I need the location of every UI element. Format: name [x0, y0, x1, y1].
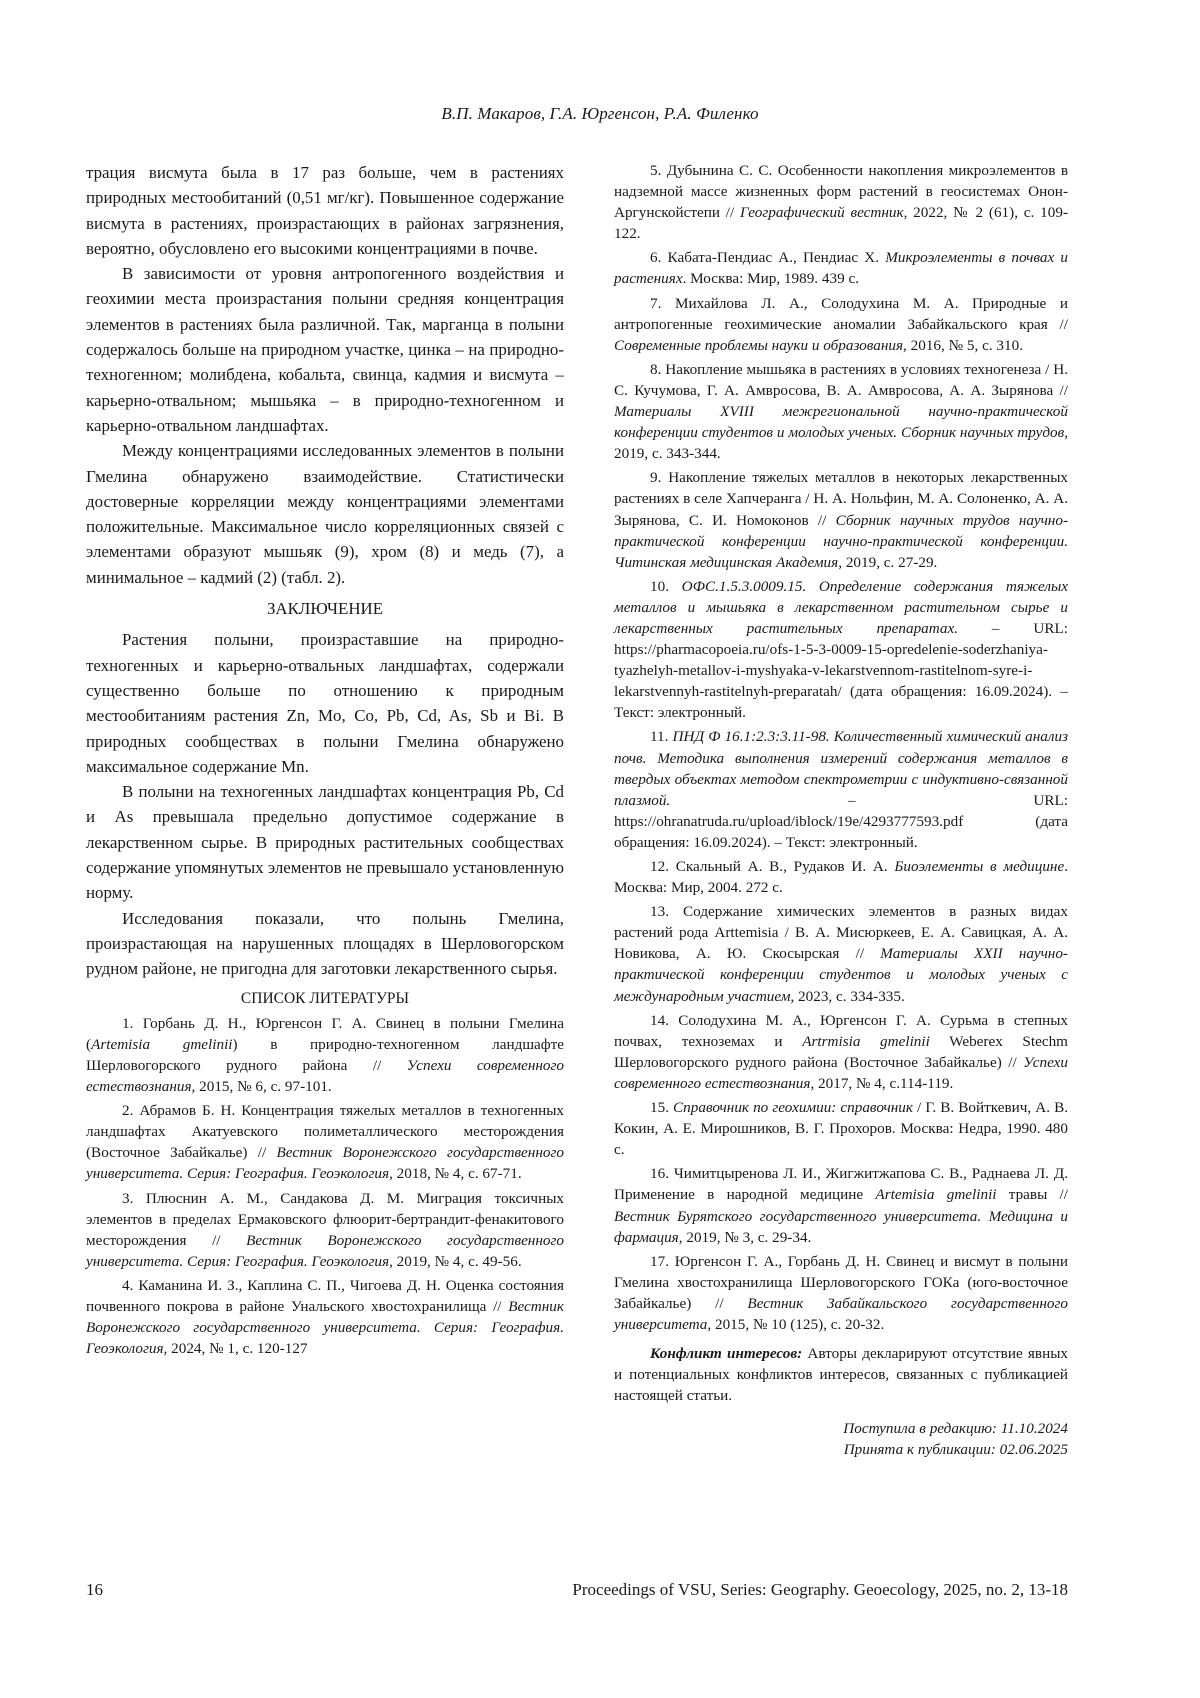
reference-7: 7. Михайлова Л. А., Солодухина М. А. Природные и антропогенные геохимические аномалии Забайкальского края // Современные проблемы науки и образования, 2016, № 5, с. 310. — [614, 294, 1068, 354]
conclusion-heading: ЗАКЛЮЧЕНИЕ — [266, 599, 384, 619]
conclusion-paragraph-1: Растения полыни, произраставшие на природно-техногенных и карьерно-отвальных ландшафтах, содержали существенно больше по отношению к природным местообитаниям растения Zn, Mo, Co, Pb, Cd, As, Sb и Bi. В природных сообществах в полыни Гмелина обнаружено максимальное содержание Mn. — [86, 630, 564, 776]
reference-5: 5. Дубынина С. С. Особенности накопления микроэлементов в надземной массе жизненных форм растений в геосистемах Онон-Аргунскойстепи // Географический вестник, 2022, № 2 (61), с. 109-122. — [614, 162, 1069, 243]
conflict-text: Авторы декларируют отсутствие явных и потенциальных конфликтов интересов, связанных с публикацией настоящей статьи. — [614, 1345, 1068, 1405]
conflict-label: Конфликт интересов: — [650, 1345, 803, 1363]
body-paragraph-3: Между концентрациями исследованных элементов в полыни Гмелина обнаружено взаимодействие. Статистически достоверные корреляции между концентрациями элементами положительные. Максимальное число корреляционных связей с элементами образуют мышьяк (9), хром (8) и медь (7), а минимальное – кадмий (2) (табл. 2). — [86, 441, 564, 587]
reference-9: 9. Накопление тяжелых металлов в некоторых лекарственных растениях в селе Хапчеранга / Н. А. Нольфин, М. А. Солоненко, А. А. Зырянова, С. И. Номоконов // Сборник научных трудов научно-практической конференции научно-практической конференции. Читинская медицинская Академия, 2019, с. 27-29. — [614, 469, 1068, 571]
reference-12: 12. Скальный А. В., Рудаков И. А. Биоэлементы в медицине. Москва: Мир, 2004. 272 с. — [614, 858, 1068, 897]
header-authors: В.П. Макаров, Г.А. Юргенсон, Р.А. Филенко — [441, 104, 759, 123]
right-column — [614, 160, 1068, 1461]
submission-dates — [614, 1418, 1068, 1460]
reference-13: 13. Содержание химических элементов в разных видах растений рода Arttemisia / В. А. Мисюркеев, Е. А. Савицкая, А. А. Новикова, А. Ю. Скосырская // Материалы XXII научно-практической конференции студентов и молодых ученых с международным участием, 2023, с. 334-335. — [614, 903, 1068, 1005]
reference-16: 16. Чимитцыренова Л. И., Жигжитжапова С. В., Раднаева Л. Д. Применение в народной медицине Artemisia gmelinii травы // Вестник Бурятского государственного университета. Медицина и фармация, 2019, № 3, с. 29-34. — [614, 1165, 1068, 1246]
reference-8: 8. Накопление мышьяка в растениях в условиях техногенеза / Н. С. Кучумова, Г. А. Амвросова, В. А. Амвросова, А. А. Зырянова // Материалы XVIII межрегиональной научно-практической конференции студентов и молодых ученых. Сборник научных трудов, 2019, с. 343-344. — [614, 360, 1068, 463]
running-header — [0, 104, 1200, 124]
page-number: 16 — [86, 1580, 103, 1599]
accepted-date: Принята к публикации: 02.06.2025 — [843, 1441, 1068, 1459]
reference-15: 15. Справочник по геохимии: справочник / Г. В. Войткевич, А. В. Кокин, А. Е. Мирошников, В. Г. Прохоров. Москва: Недра, 1990. 480 с. — [614, 1099, 1068, 1159]
reference-4: 4. Каманина И. З., Каплина С. П., Чигоева Д. Н. Оценка состояния почвенного покрова в районе Унальского хвостохранилища // Вестник Воронежского государственного университета. Серия: География. Геоэкология, 2024, № 1, с. 120-127 — [86, 1276, 564, 1358]
conflict-of-interest — [614, 1343, 1068, 1406]
reference-6: 6. Кабата-Пендиас А., Пендиас Х. Микроэлементы в почвах и растениях. Москва: Мир, 1989. 439 с. — [614, 249, 1068, 288]
conclusion-paragraph-3: Исследования показали, что полынь Гмелина, произрастающая на нарушенных площадях в Шерловогорском рудном районе, не пригодна для заготовки лекарственного сырья. — [86, 908, 564, 979]
body-paragraph-2: В зависимости от уровня антропогенного воздействия и геохимии места произрастания полыни средняя концентрация элементов в растениях была различной. Так, марганца в полыни содержалось больше на природном участке, цинка – на природно-техногенном; молибдена, кобальта, свинца, кадмия и висмута – карьерно-отвальном; мышьяка – в природно-техногенном и карьерно-отвальном ландшафтах. — [86, 264, 564, 435]
received-date: Поступила в редакцию: 11.10.2024 — [843, 1420, 1068, 1438]
body-paragraph-1: трация висмута была в 17 раз больше, чем в растениях природных местообитаний (0,51 мг/кг). Повышенное содержание висмута в растениях, произрастающих в районах загрязнения, вероятно, обусловлено его высокими концентрациями в почве. — [86, 163, 564, 258]
reference-2: 2. Абрамов Б. Н. Концентрация тяжелых металлов в техногенных ландшафтах Акатуевского полиметаллического месторождения (Восточное Забайкалье) // Вестник Воронежского государственного университета. Серия: География. Геоэкология, 2018, № 4, с. 67-71. — [86, 1102, 564, 1183]
reference-1: 1. Горбань Д. Н., Юргенсон Г. А. Свинец в полыни Гмелина (Artemisia gmelinii) в природно-техногенном ландшафте Шерловогорского рудного района // Успехи современного естествознания, 2015, № 6, с. 97-101. — [86, 1014, 565, 1096]
reference-3: 3. Плюснин А. М., Сандакова Д. М. Миграция токсичных элементов в пределах Ермаковского флюорит-бертрандит-фенакитового месторождения // Вестник Воронежского государственного университета. Серия: География. Геоэкология, 2019, № 4, с. 49-56. — [86, 1189, 564, 1270]
conclusion-paragraph-2: В полыни на техногенных ландшафтах концентрация Pb, Cd и As превышала предельно допустимое содержание в лекарственном сырье. В природных растительных сообществах содержание упомянутых элементов не превышало установленную норму. — [86, 782, 564, 903]
reference-17: 17. Юргенсон Г. А., Горбань Д. Н. Свинец и висмут в полыни Гмелина хвостохранилища Шерловогорского ГОКа (юго-восточное Забайкалье) // Вестник Забайкальского государственного университета, 2015, № 10 (125), с. 20-32. — [614, 1252, 1068, 1333]
reference-10: 10. ОФС.1.5.3.0009.15. Определение содержания тяжелых металлов и мышьяка в лекарственном растительном сырье и лекарственных растительных препаратах. – URL: https://pharmacopoeia.ru/ofs-1-5-3-0009-15-opredelenie-soderzhaniya-tyazhelyh-metallov-i-myshyaka-v-lekarstvennom-rastitelnom-syre-i-lekarstvennyh-rastitelnyh-preparatah/ (дата обращения: 16.09.2024). – Текст: электронный. — [614, 577, 1069, 722]
references-heading: СПИСОК ЛИТЕРАТУРЫ — [240, 989, 410, 1007]
journal-footer: Proceedings of VSU, Series: Geography. Geoecology, 2025, no. 2, 13-18 — [572, 1580, 1068, 1599]
reference-14: 14. Солодухина М. А., Юргенсон Г. А. Сурьма в степных почвах, техноземах и Artrmisia gmelinii Weberex Stechm Шерловогорского рудного района (Восточное Забайкалье) // Успехи современного естествознания, 2017, № 4, с.114-119. — [614, 1011, 1068, 1092]
left-column — [86, 160, 564, 1362]
reference-11: 11. ПНД Ф 16.1:2.3:3.11-98. Количественный химический анализ почв. Методика выполнения измерений содержания металлов в твердых объектах методом спектрометрии с индуктивно-связанной плазмой. – URL: https://ohranatruda.ru/upload/iblock/19e/4293777593.pdf (дата обращения: 16.09.2024). – Текст: электронный. — [614, 728, 1069, 851]
